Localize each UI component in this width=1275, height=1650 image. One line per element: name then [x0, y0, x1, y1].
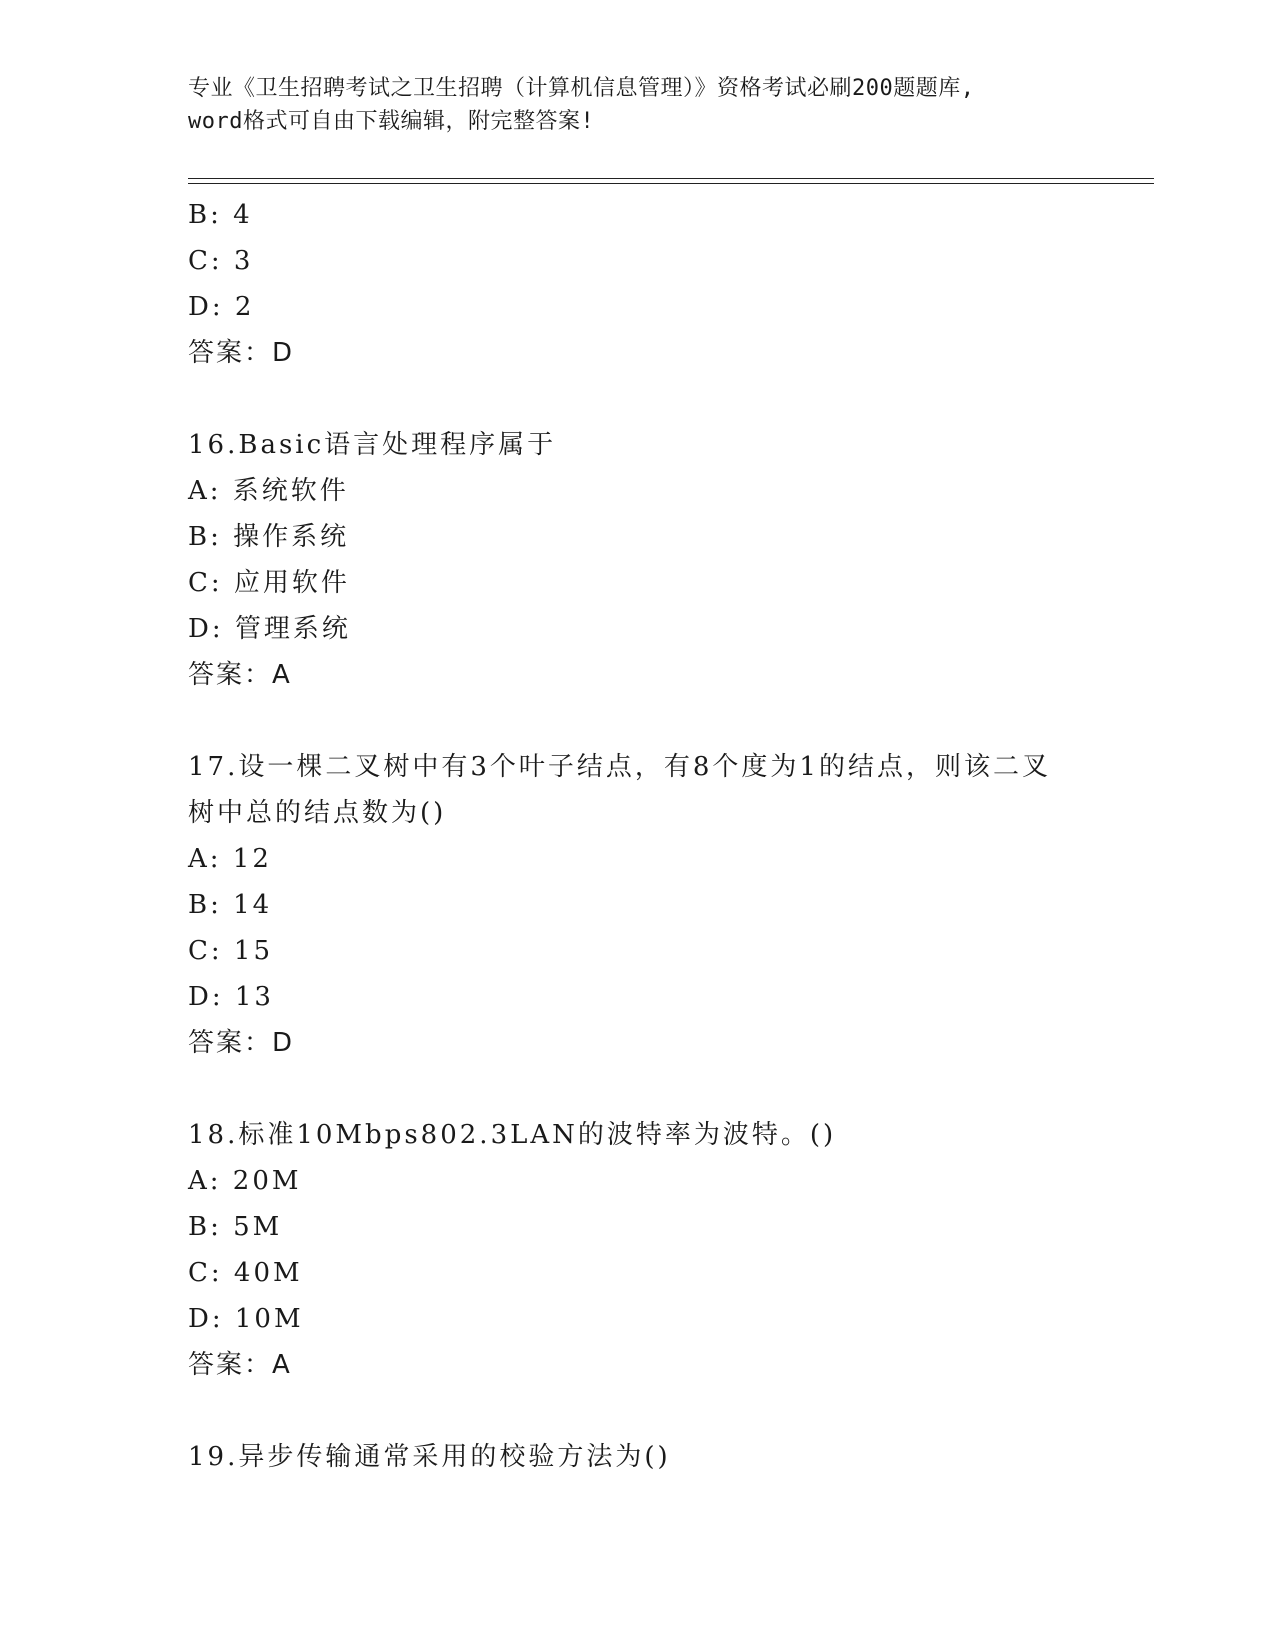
option-b: B: 5M	[188, 1212, 283, 1242]
option-b: B: 操作系统	[188, 522, 350, 552]
option-c: C: 40M	[188, 1258, 303, 1288]
question-19	[188, 1434, 1088, 1480]
option-c: C: 15	[188, 936, 274, 966]
header-line-2: word格式可自由下载编辑，附完整答案!	[188, 109, 595, 134]
option-a: A: 系统软件	[188, 476, 349, 506]
option-a: A: 20M	[188, 1166, 302, 1196]
question-18	[188, 1112, 1088, 1388]
option-c: C: 应用软件	[188, 568, 350, 598]
header-divider-top	[188, 178, 1154, 179]
question-17	[188, 744, 1088, 1066]
question-16	[188, 422, 1088, 698]
option-d: D: 10M	[188, 1304, 304, 1334]
question-list	[188, 192, 1088, 1480]
option-b: B: 14	[188, 890, 273, 920]
question-text-line-1: 17.设一棵二叉树中有3个叶子结点，有8个度为1的结点，则该二叉	[188, 752, 1051, 782]
option-b: B: 4	[188, 200, 253, 230]
answer: 答案：A	[188, 660, 292, 690]
option-c: C: 3	[188, 246, 254, 276]
option-d: D: 管理系统	[188, 614, 351, 644]
question-text: 16.Basic语言处理程序属于	[188, 430, 557, 460]
answer: 答案：D	[188, 338, 295, 368]
question-15-continuation	[188, 192, 1088, 376]
header-divider-bottom	[188, 183, 1154, 184]
answer: 答案：D	[188, 1028, 295, 1058]
header-line-1: 专业《卫生招聘考试之卫生招聘（计算机信息管理）》资格考试必刷200题题库,	[188, 76, 975, 101]
document-header	[188, 72, 1088, 138]
option-d: D: 13	[188, 982, 274, 1012]
option-d: D: 2	[188, 292, 255, 322]
question-text: 19.异步传输通常采用的校验方法为()	[188, 1442, 671, 1472]
option-a: A: 12	[188, 844, 272, 874]
answer: 答案：A	[188, 1350, 292, 1380]
question-text-line-2: 树中总的结点数为()	[188, 798, 447, 828]
question-text: 18.标准10Mbps802.3LAN的波特率为波特。()	[188, 1120, 837, 1150]
